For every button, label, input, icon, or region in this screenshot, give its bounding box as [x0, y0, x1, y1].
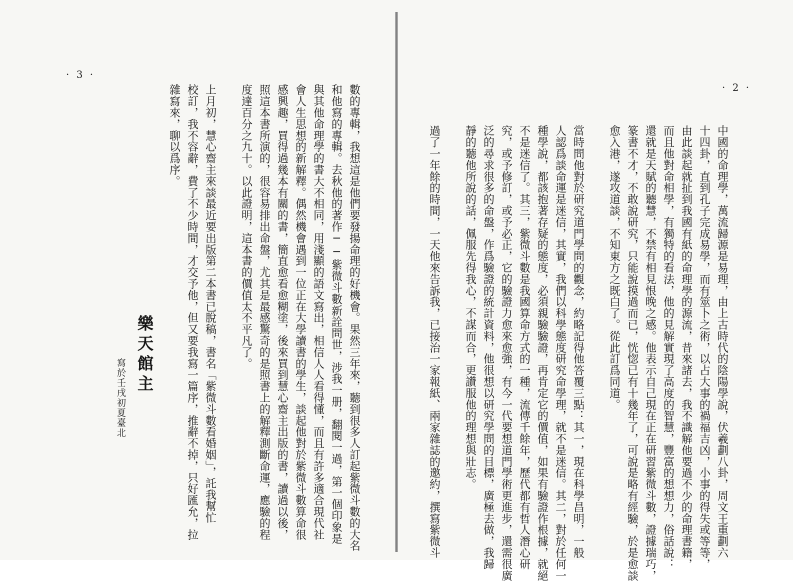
left-line-4: 會人生思想的新解釋。偶然機會遇到一位正在大學讀書的學生，談起他對於紫微斗數算命很 — [294, 84, 307, 540]
right-page-number: · 2 · — [722, 83, 752, 94]
left-line-10: 校訂，我不容辭，費了不少時間，才交予他，但又要我寫一篇序，推辭不掉，只好匯允，拉 — [186, 84, 199, 540]
right-page — [398, 0, 793, 581]
right-line-12: 不是迷信了。其三，紫微斗數是我國算命方式的一種，流傳千餘年，歷代都有哲人潛心研 — [518, 125, 531, 570]
left-line-6: 照這本書所演的，很容易排出命盤，尤其是最感驚奇的是照書上的解釋測斷命運，應驗的程 — [258, 84, 271, 540]
right-line-3: 由此談起就扯到我國有紙的命理學的源流，昔來諸去，我不識解他要過不少的命理書籍， — [680, 125, 693, 570]
right-line-14: 泛的尋求很多的命盤，作爲驗證的統計資料，他很想以研究學問的目標，廣極去做，我歸 — [482, 125, 495, 570]
right-page-body — [425, 125, 731, 581]
right-line-2: 十四卦，直到孔子完成易學，而有筮卜之術，以占大事的禍福吉凶，小事的得失或等等， — [698, 125, 711, 570]
left-line-3: 與其他命理學的書大不相同，用淺顯的語文寫出，相信人人看得懂，而且有許多適合現代社 — [312, 84, 325, 540]
right-line-9: 當時問他對於研究道門學問的觀念，約略記得他答覆三點：其一，現在科學昌明，一般 — [572, 125, 585, 559]
left-line-7: 度達百分之九十。以此證明，這本書的價值太不平凡了。 — [240, 84, 253, 369]
signature-date: 寫於壬戌初夏臺北 — [115, 358, 125, 438]
right-line-6: 篆書不才，不敢說研究，只能說摸過而已，恍惚已有十幾年了，可說是略有經驗，於是愈談 — [626, 125, 639, 581]
right-line-1: 中國的命理學，萬流歸源是易理，由上古時代的陰陽學說，伏羲劃八卦，周文王重劃六 — [716, 125, 729, 559]
signature-name: 樂天館主 — [135, 315, 154, 395]
left-page-body — [165, 84, 363, 552]
left-line-9: 上月初，慧心齋主來談最近要出版第二本書已脫稿，書名「紫微斗數看婚姻」，託我幫忙 — [204, 84, 217, 524]
right-line-17: 過了一年餘的時間，一天他來告訴我，已接治一家報紙、兩家雜誌的邀約，撰寫紫微斗 — [428, 125, 441, 559]
right-line-4: 而且他對命相學，有獨特的看法，他的見解實現了高度的智慧，豐富的想想力，俗話說： — [662, 125, 675, 570]
left-line-2: 和他寫的專輯。去秋他的著作──紫微斗數新詮問世，涉我一册，翻閱一過，第一個印象是 — [330, 84, 343, 544]
left-page-number: · 3 · — [66, 70, 96, 81]
right-line-11: 種學說，都該抱著存疑的態度，必須親驗驗證，再肯定它的價值，如果有驗證作根據，就絕 — [536, 125, 549, 581]
left-line-11: 雜寫來，聊以爲序。 — [168, 84, 181, 187]
left-line-1: 數的專輯，我想這是他們要發揚命理的好機會。果然三年來，聽到很多人訂起紫微斗數的大名 — [348, 84, 361, 552]
right-line-5: 還就是天賦的聽慧，不禁有相見恨晚之感。他表示自己現在正在研習紫微斗數，證據瑞巧， — [644, 125, 657, 581]
left-line-5: 感興趣，買得過幾本有關的書，簡直愈看愈糊塗，後來買到慧心齋主出版的書，讀過以後， — [276, 84, 289, 540]
left-page — [0, 0, 395, 560]
right-line-7: 愈入港，遂攻道談，不知東方之既白了。從此訂爲同道。 — [608, 125, 621, 410]
right-line-13: 究，或予修訂，或予必正，它的驗證力愈來愈強，有今一代要想道門學術更進步，還需很廣 — [500, 125, 513, 581]
right-line-15: 靜的聽他所說的話，佩服先得我心，不謀而合，更讚服他的理想與壯志。 — [464, 125, 477, 490]
right-line-10: 人認爲談命運是迷信，其實，我們以科學態度研究命學理，就不是迷信。其二，對於任何一 — [554, 125, 567, 581]
